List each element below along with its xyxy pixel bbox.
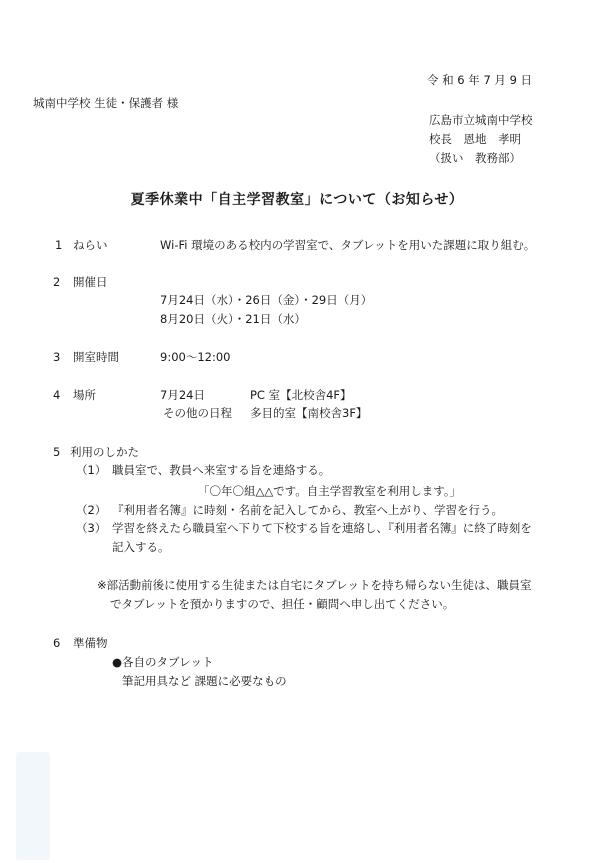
section-4-row2-date: その他の日程 <box>163 406 232 420</box>
section-1-text: Wi-Fi 環境のある校内の学習室で、タブレットを用いた課題に取り組む。 <box>160 238 536 252</box>
sender-principal: 校長 恩地 孝明 <box>429 132 521 146</box>
section-5-item-3-text-line1: 学習を終えたら職員室へ下りて下校する旨を連絡し、『利用者名簿』に終了時刻を <box>112 521 532 535</box>
reception-stamp <box>16 752 50 860</box>
section-5-item-1-quote: 「〇年〇組△△です。自主学習教室を利用します。」 <box>198 484 462 498</box>
section-5-item-2-text: 『利用者名簿』に時刻・名前を記入してから、教室へ上がり、学習を行う。 <box>112 503 503 517</box>
section-5-item-3-text-line2: 記入する。 <box>112 540 170 554</box>
section-4-row2-place: 多目的室【南校舎3F】 <box>250 406 368 420</box>
page-title: 夏季休業中「自主学習教室」について（お知らせ） <box>130 192 464 208</box>
section-2-number: 2 <box>53 275 61 289</box>
section-5-label: 利用のしかた <box>70 445 139 459</box>
section-2-label: 開催日 <box>73 275 108 289</box>
section-4-row1-date: 7月24日 <box>160 388 205 402</box>
section-5-item-1-number: （1） <box>76 463 107 477</box>
section-1-number: 1 <box>55 238 63 252</box>
section-2-line2: 8月20日（火）・21日（水） <box>160 312 306 326</box>
section-6-number: 6 <box>53 636 61 650</box>
recipient: 城南中学校 生徒・保護者 様 <box>33 96 179 110</box>
date: 令 和 6 年 7 月 9 日 <box>427 73 533 87</box>
section-4-label: 場所 <box>73 388 96 402</box>
section-6-item-2: 筆記用具など 課題に必要なもの <box>122 674 287 688</box>
section-3-number: 3 <box>53 350 61 364</box>
section-5-number: 5 <box>53 445 61 459</box>
section-5-item-1-text: 職員室で、教員へ来室する旨を連絡する。 <box>112 463 331 477</box>
section-6-item-1: ●各自のタブレット <box>112 655 214 669</box>
section-3-label: 開室時間 <box>73 350 119 364</box>
section-4-number: 4 <box>53 388 61 402</box>
section-5-note-line1: ※部活動前後に使用する生徒または自宅にタブレットを持ち帰らない生徒は、職員室 <box>97 578 532 592</box>
section-4-row1-place: PC 室【北校舎4F】 <box>250 388 352 402</box>
section-1-label: ねらい <box>73 238 108 252</box>
section-6-label: 準備物 <box>73 636 108 650</box>
sender-handler: （扱い 教務部） <box>429 151 521 165</box>
section-5-item-3-number: （3） <box>76 521 107 535</box>
section-5-item-2-number: （2） <box>76 503 107 517</box>
sender-school: 広島市立城南中学校 <box>429 113 533 127</box>
section-2-line1: 7月24日（水）・26日（金）・29日（月） <box>160 293 373 307</box>
section-3-text: 9:00～12:00 <box>160 350 231 364</box>
section-5-note-line2: でタブレットを預かりますので、担任・顧問へ申し出てください。 <box>110 597 455 611</box>
